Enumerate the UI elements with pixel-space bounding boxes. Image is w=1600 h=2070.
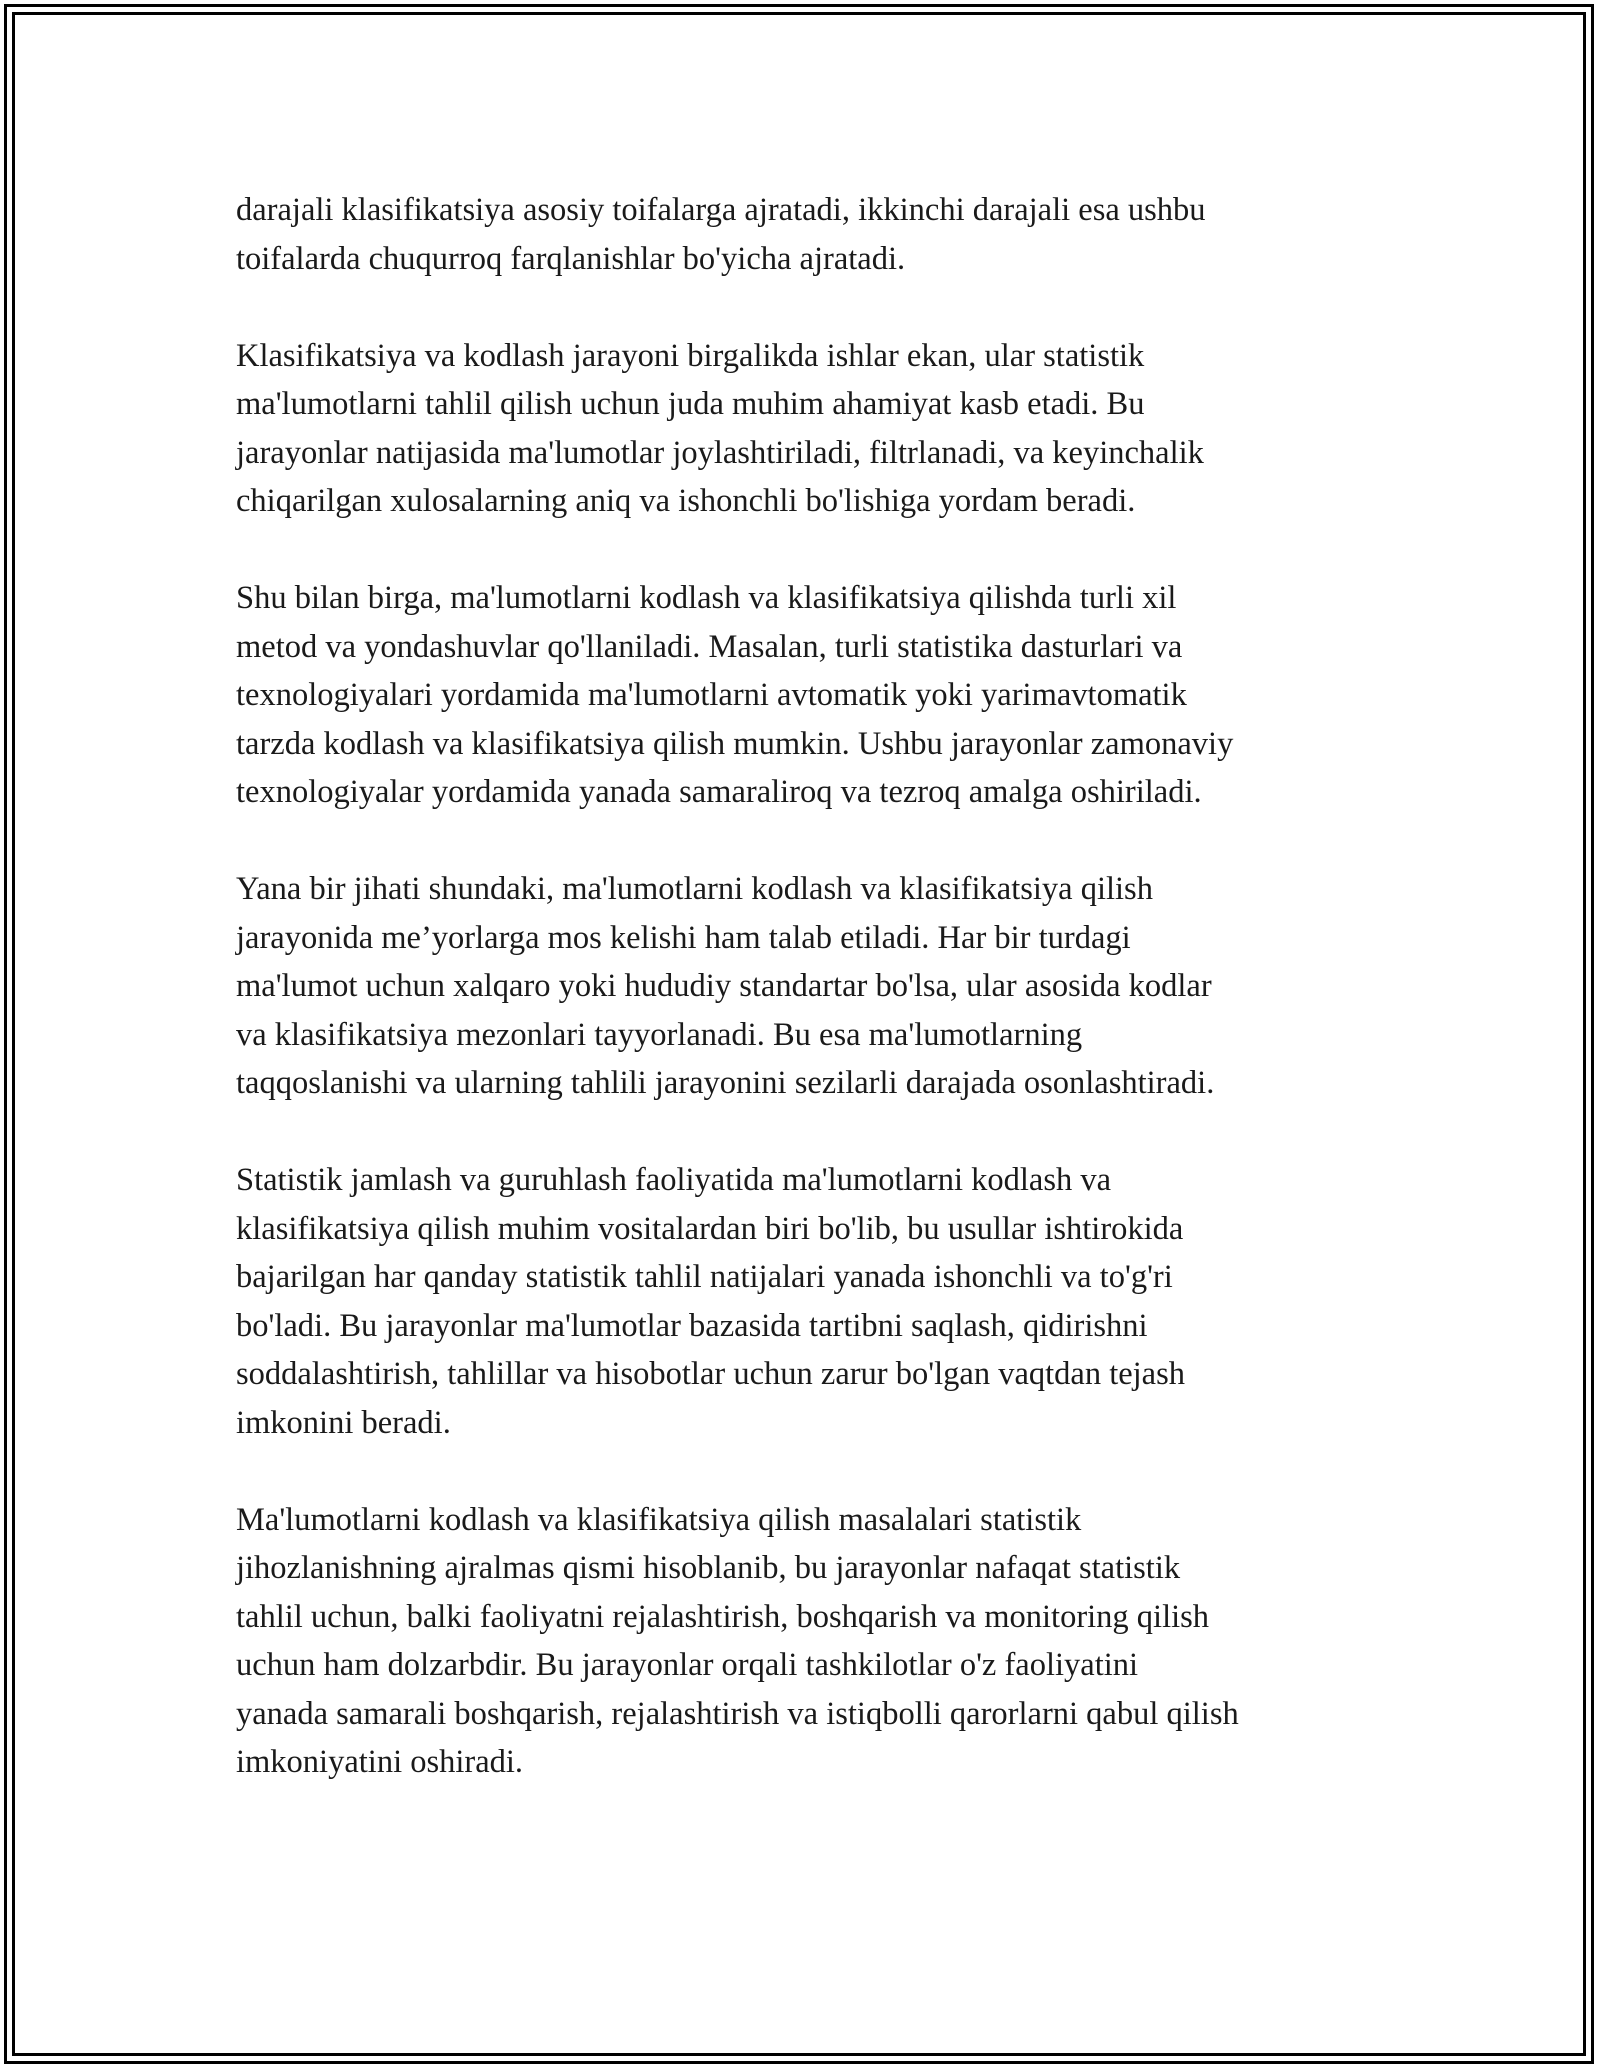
text-line: imkoniyatini oshiradi. — [236, 1744, 524, 1780]
text-line: ma'lumot uchun xalqaro yoki hududiy standartar bo'lsa, ular asosida kodlar — [236, 968, 1212, 1004]
text-line: texnologiyalari yordamida ma'lumotlarni avtomatik yoki yarimavtomatik — [236, 677, 1187, 713]
text-line: Statistik jamlash va guruhlash faoliyatida ma'lumotlarni kodlash va — [236, 1162, 1112, 1198]
text-line: yanada samarali boshqarish, rejalashtirish va istiqbolli qarorlarni qabul qilish — [236, 1695, 1239, 1732]
document-body — [236, 186, 1396, 1835]
text-line: texnologiyalar yordamida yanada samaraliroq va tezroq amalga oshiriladi. — [236, 774, 1202, 810]
text-line: Klasifikatsiya va kodlash jarayoni birgalikda ishlar ekan, ular statistik — [236, 337, 1145, 374]
paragraph-5 — [236, 1156, 1396, 1447]
text-line: tahlil uchun, balki faoliyatni rejalashtirish, boshqarish va monitoring qilish — [236, 1598, 1210, 1635]
text-line: taqqoslanishi va ularning tahlili jarayonini sezilarli darajada osonlashtiradi. — [236, 1065, 1215, 1101]
text-line: tarzda kodlash va klasifikatsiya qilish mumkin. Ushbu jarayonlar zamonaviy — [236, 725, 1234, 762]
text-line: jarayonlar natijasida ma'lumotlar joylashtiriladi, filtrlanadi, va keyinchalik — [236, 434, 1204, 471]
text-line: metod va yondashuvlar qo'llaniladi. Masalan, turli statistika dasturlari va — [236, 628, 1183, 665]
text-line: Shu bilan birga, ma'lumotlarni kodlash va klasifikatsiya qilishda turli xil — [236, 580, 1177, 616]
text-line: jihozlanishning ajralmas qismi hisoblanib, bu jarayonlar nafaqat statistik — [236, 1550, 1181, 1586]
text-line: toifalarda chuqurroq farqlanishlar bo'yicha ajratadi. — [236, 240, 906, 277]
text-line: darajali klasifikatsiya asosiy toifalarga ajratadi, ikkinchi darajali esa ushbu — [236, 192, 1206, 228]
text-line: bajarilgan har qanday statistik tahlil natijalari yanada ishonchli va to'g'ri — [236, 1259, 1173, 1295]
text-line: imkonini beradi. — [236, 1404, 451, 1441]
text-line: va klasifikatsiya mezonlari tayyorlanadi. Bu esa ma'lumotlarning — [236, 1016, 1083, 1053]
text-line: jarayonida me’yorlarga mos kelishi ham talab etiladi. Har bir turdagi — [236, 919, 1131, 956]
text-line: Yana bir jihati shundaki, ma'lumotlarni kodlash va klasifikatsiya qilish — [236, 871, 1153, 907]
text-line: soddalashtirish, tahlillar va hisobotlar uchun zarur bo'lgan vaqtdan tejash — [236, 1356, 1186, 1392]
paragraph-4 — [236, 865, 1396, 1108]
text-line: uchun ham dolzarbdir. Bu jarayonlar orqali tashkilotlar o'z faoliyatini — [236, 1647, 1139, 1683]
paragraph-6 — [236, 1496, 1396, 1787]
text-line: klasifikatsiya qilish muhim vositalardan biri bo'lib, bu usullar ishtirokida — [236, 1210, 1184, 1247]
text-line: chiqarilgan xulosalarning aniq va ishonchli bo'lishiga yordam beradi. — [236, 483, 1136, 519]
paragraph-1 — [236, 186, 1396, 283]
paragraph-2 — [236, 332, 1396, 526]
text-line: ma'lumotlarni tahlil qilish uchun juda muhim ahamiyat kasb etadi. Bu — [236, 386, 1145, 422]
text-line: bo'ladi. Bu jarayonlar ma'lumotlar bazasida tartibni saqlash, qidirishni — [236, 1307, 1148, 1344]
paragraph-3 — [236, 574, 1396, 817]
text-line: Ma'lumotlarni kodlash va klasifikatsiya qilish masalalari statistik — [236, 1501, 1082, 1538]
